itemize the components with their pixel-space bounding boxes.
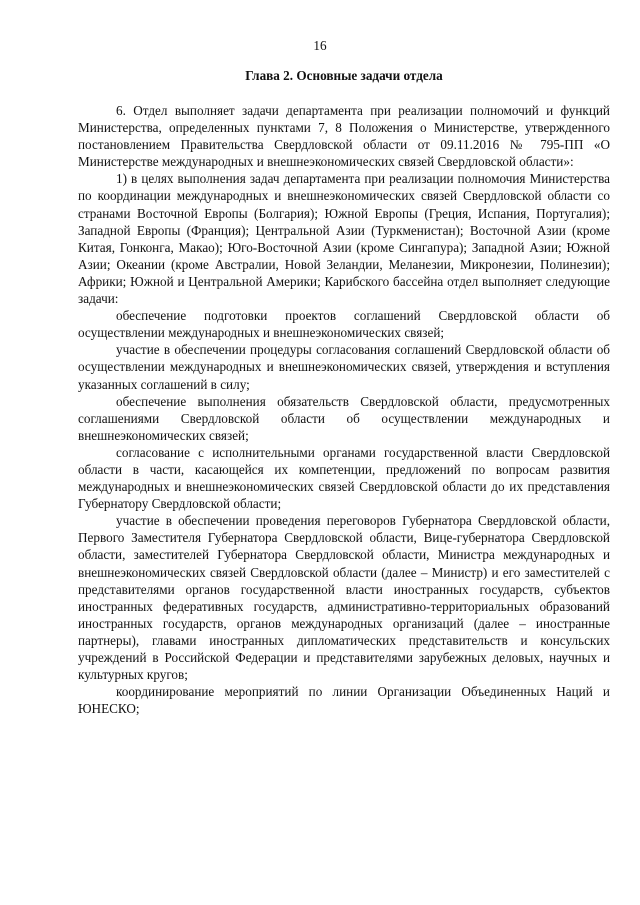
paragraph: согласование с исполнительными органами государственной власти Свердловской области в части, касающейся их компетенции, предложений по вопросам развития международных и внешнеэкономических связей Свердловской области до их представления Губернатору Свердловской области; — [78, 444, 610, 512]
paragraph: обеспечение выполнения обязательств Свердловской области, предусмотренных соглашениями Свердловской области об осуществлении международных и внешнеэкономических связей; — [78, 393, 610, 443]
paragraph: 1) в целях выполнения задач департамента при реализации полномочия Министерства по координации международных и внешнеэкономических связей Свердловской области со странами Восточной Европы (Болгария); Южной Европы (Греция, Испания, Португалия); Западной Европы (Франция); Центральной Азии (Туркменистан); Восточной Азии (кроме Китая, Гонконга, Макао); Юго-Восточной Азии (кроме Сингапура); Западной Азии; Южной Азии; Океании (кроме Австралии, Новой Зеландии, Меланезии, Микронезии, Полинезии); Африки; Южной и Центральной Америки; Карибского бассейна отдел выполняет следующие задачи: — [78, 171, 610, 307]
paragraph: координирование мероприятий по линии Организации Объединенных Наций и ЮНЕСКО; — [78, 684, 610, 717]
paragraph: участие в обеспечении процедуры согласования соглашений Свердловской области об осуществлении международных и внешнеэкономических связей, утверждения и вступления указанных соглашений в силу; — [78, 342, 610, 392]
page-number: 16 — [313, 38, 327, 53]
paragraph: обеспечение подготовки проектов соглашений Свердловской области об осуществлении международных и внешнеэкономических связей; — [78, 308, 610, 341]
document-body — [78, 102, 610, 717]
paragraph: 6. Отдел выполняет задачи департамента при реализации полномочий и функций Министерства, определенных пунктами 7, 8 Положения о Министерстве, утвержденного постановлением Правительства Свердловской области от 09.11.2016 № 795-ПП «О Министерстве международных и внешнеэкономических связей Свердловской области»: — [78, 103, 610, 170]
paragraph: участие в обеспечении проведения переговоров Губернатора Свердловской области, Первого Заместителя Губернатора Свердловской области, Вице-губернатора Свердловской области, заместителей Губернатора Свердловской области, Министра международных и внешнеэкономических связей Свердловской области (далее – Министр) и его заместителей с представителями органов государственной власти иностранных государств, субъектов иностранных федеративных государств, административно-территориальных образований иностранных государств, органов международных организаций (далее – иностранные партнеры), главами иностранных дипломатических представительств и консульских учреждений в Российской Федерации и представителями зарубежных деловых, научных и культурных кругов; — [78, 513, 610, 683]
chapter-title: Глава 2. Основные задачи отдела — [245, 68, 443, 83]
